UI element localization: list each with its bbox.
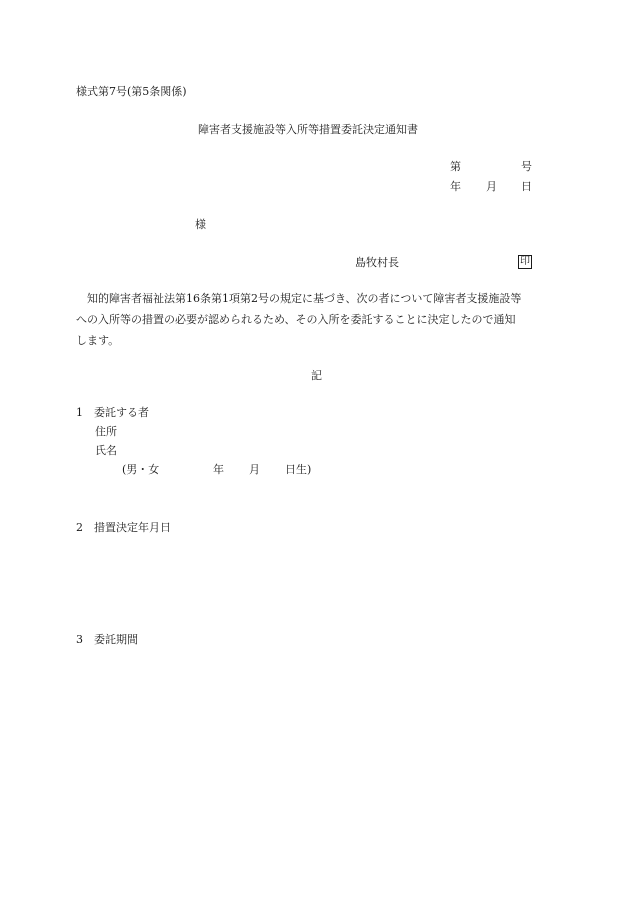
birth-month: 月 — [249, 463, 260, 476]
seal-stamp: 印 — [520, 256, 530, 267]
addressee-suffix: 様 — [195, 218, 206, 231]
ki-heading: 記 — [311, 369, 322, 382]
birth-year: 年 — [213, 463, 224, 476]
doc-number-prefix: 第 — [450, 160, 461, 173]
date-year: 年 — [450, 180, 461, 193]
address-label: 住所 — [95, 425, 117, 438]
doc-number-suffix: 号 — [521, 160, 532, 173]
gender-choice: (男・女 — [122, 463, 160, 476]
section-1-heading: 1 委託する者 — [76, 406, 149, 419]
body-line: 知的障害者福祉法第16条第1項第2号の規定に基づき、次の者について障害者支援施設等 — [76, 292, 522, 305]
section-2-heading: 2 措置決定年月日 — [76, 521, 171, 534]
birth-day: 日生) — [285, 463, 312, 476]
name-label: 氏名 — [95, 444, 117, 457]
form-label: 様式第7号(第5条関係) — [76, 85, 187, 98]
body-line: への入所等の措置の必要が認められるため、その入所を委託することに決定したので通知 — [76, 313, 516, 326]
body-line: します。 — [76, 334, 120, 347]
date-day: 日 — [521, 180, 532, 193]
date-month: 月 — [486, 180, 497, 193]
section-3-heading: 3 委託期間 — [76, 633, 138, 646]
notice-body — [76, 288, 556, 351]
issuer-name: 島牧村長 — [355, 256, 399, 269]
document-title: 障害者支援施設等入所等措置委託決定通知書 — [198, 123, 418, 136]
